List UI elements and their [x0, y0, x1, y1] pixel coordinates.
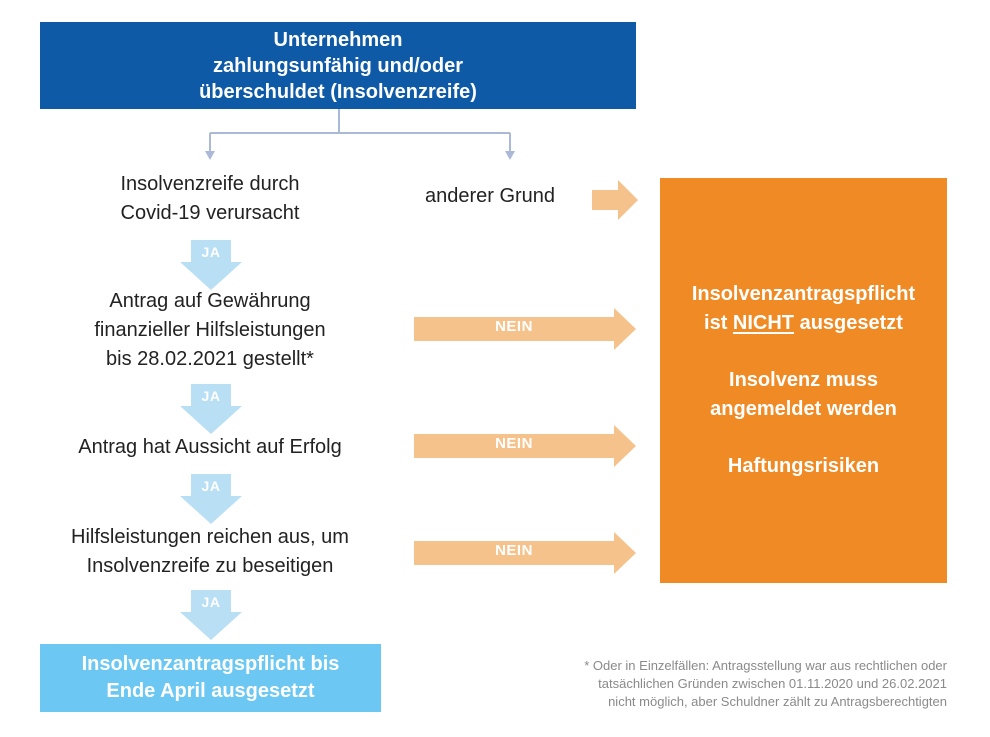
footnote-line: * Oder in Einzelfällen: Antragsstellung war aus rechtlichen oder	[584, 658, 947, 673]
no-label: NEIN	[495, 542, 533, 559]
question-text: Covid-19 verursacht	[120, 202, 300, 224]
result-text: Insolvenz muss	[729, 369, 878, 391]
question-text: bis 28.02.2021 gestellt*	[106, 348, 314, 370]
result-suspended-box	[40, 644, 381, 712]
yes-label: JA	[201, 244, 221, 260]
emphasis-not: NICHT	[732, 312, 795, 334]
footnote	[470, 657, 947, 711]
result-text: ist NICHT ausgesetzt	[704, 312, 903, 334]
question-text: Insolvenzreife durch	[120, 173, 300, 195]
question-text: Antrag hat Aussicht auf Erfolg	[78, 436, 342, 458]
other-reason-arrow-icon	[592, 180, 638, 220]
question-text: finanzieller Hilfsleistungen	[94, 319, 326, 341]
yes-arrow	[180, 474, 242, 524]
start-box-line: Unternehmen	[273, 28, 403, 51]
yes-arrow	[180, 590, 242, 640]
yes-label: JA	[201, 594, 221, 610]
yes-label: JA	[201, 388, 221, 404]
yes-label: JA	[201, 478, 221, 494]
result-group	[710, 366, 897, 424]
result-text: Ende April ausgesetzt	[106, 680, 315, 702]
question-aid-sufficient	[20, 523, 400, 581]
footnote-line: nicht möglich, aber Schuldner zählt zu Antragsberechtigten	[608, 694, 947, 709]
result-text: Insolvenzantragspflicht bis	[81, 653, 340, 675]
result-text: Insolvenzantragspflicht	[691, 283, 916, 305]
result-text: angemeldet werden	[710, 398, 897, 420]
question-covid	[60, 170, 360, 228]
question-aid-application	[40, 287, 380, 374]
result-group	[728, 452, 879, 481]
no-label: NEIN	[495, 318, 533, 335]
footnote-line: tatsächlichen Gründen zwischen 01.11.2020 und 26.02.2021	[598, 676, 947, 691]
start-box-line: zahlungsunfähig und/oder	[213, 54, 463, 77]
yes-arrow	[180, 240, 242, 290]
no-arrow	[414, 532, 636, 574]
result-text: Haftungsrisiken	[727, 455, 880, 477]
question-text: Antrag auf Gewährung	[109, 290, 311, 312]
question-text: Insolvenzreife zu beseitigen	[86, 555, 334, 577]
start-box-line: überschuldet (Insolvenzreife)	[199, 80, 477, 103]
question-text: Hilfsleistungen reichen aus, um	[71, 526, 349, 548]
no-arrow	[414, 308, 636, 350]
other-reason-label: anderer Grund	[424, 185, 556, 207]
yes-arrow	[180, 384, 242, 434]
start-box	[40, 22, 636, 109]
result-not-suspended-box	[660, 178, 947, 583]
no-arrow	[414, 425, 636, 467]
result-group	[692, 280, 915, 338]
question-prospect-of-success	[20, 433, 400, 462]
no-label: NEIN	[495, 435, 533, 452]
